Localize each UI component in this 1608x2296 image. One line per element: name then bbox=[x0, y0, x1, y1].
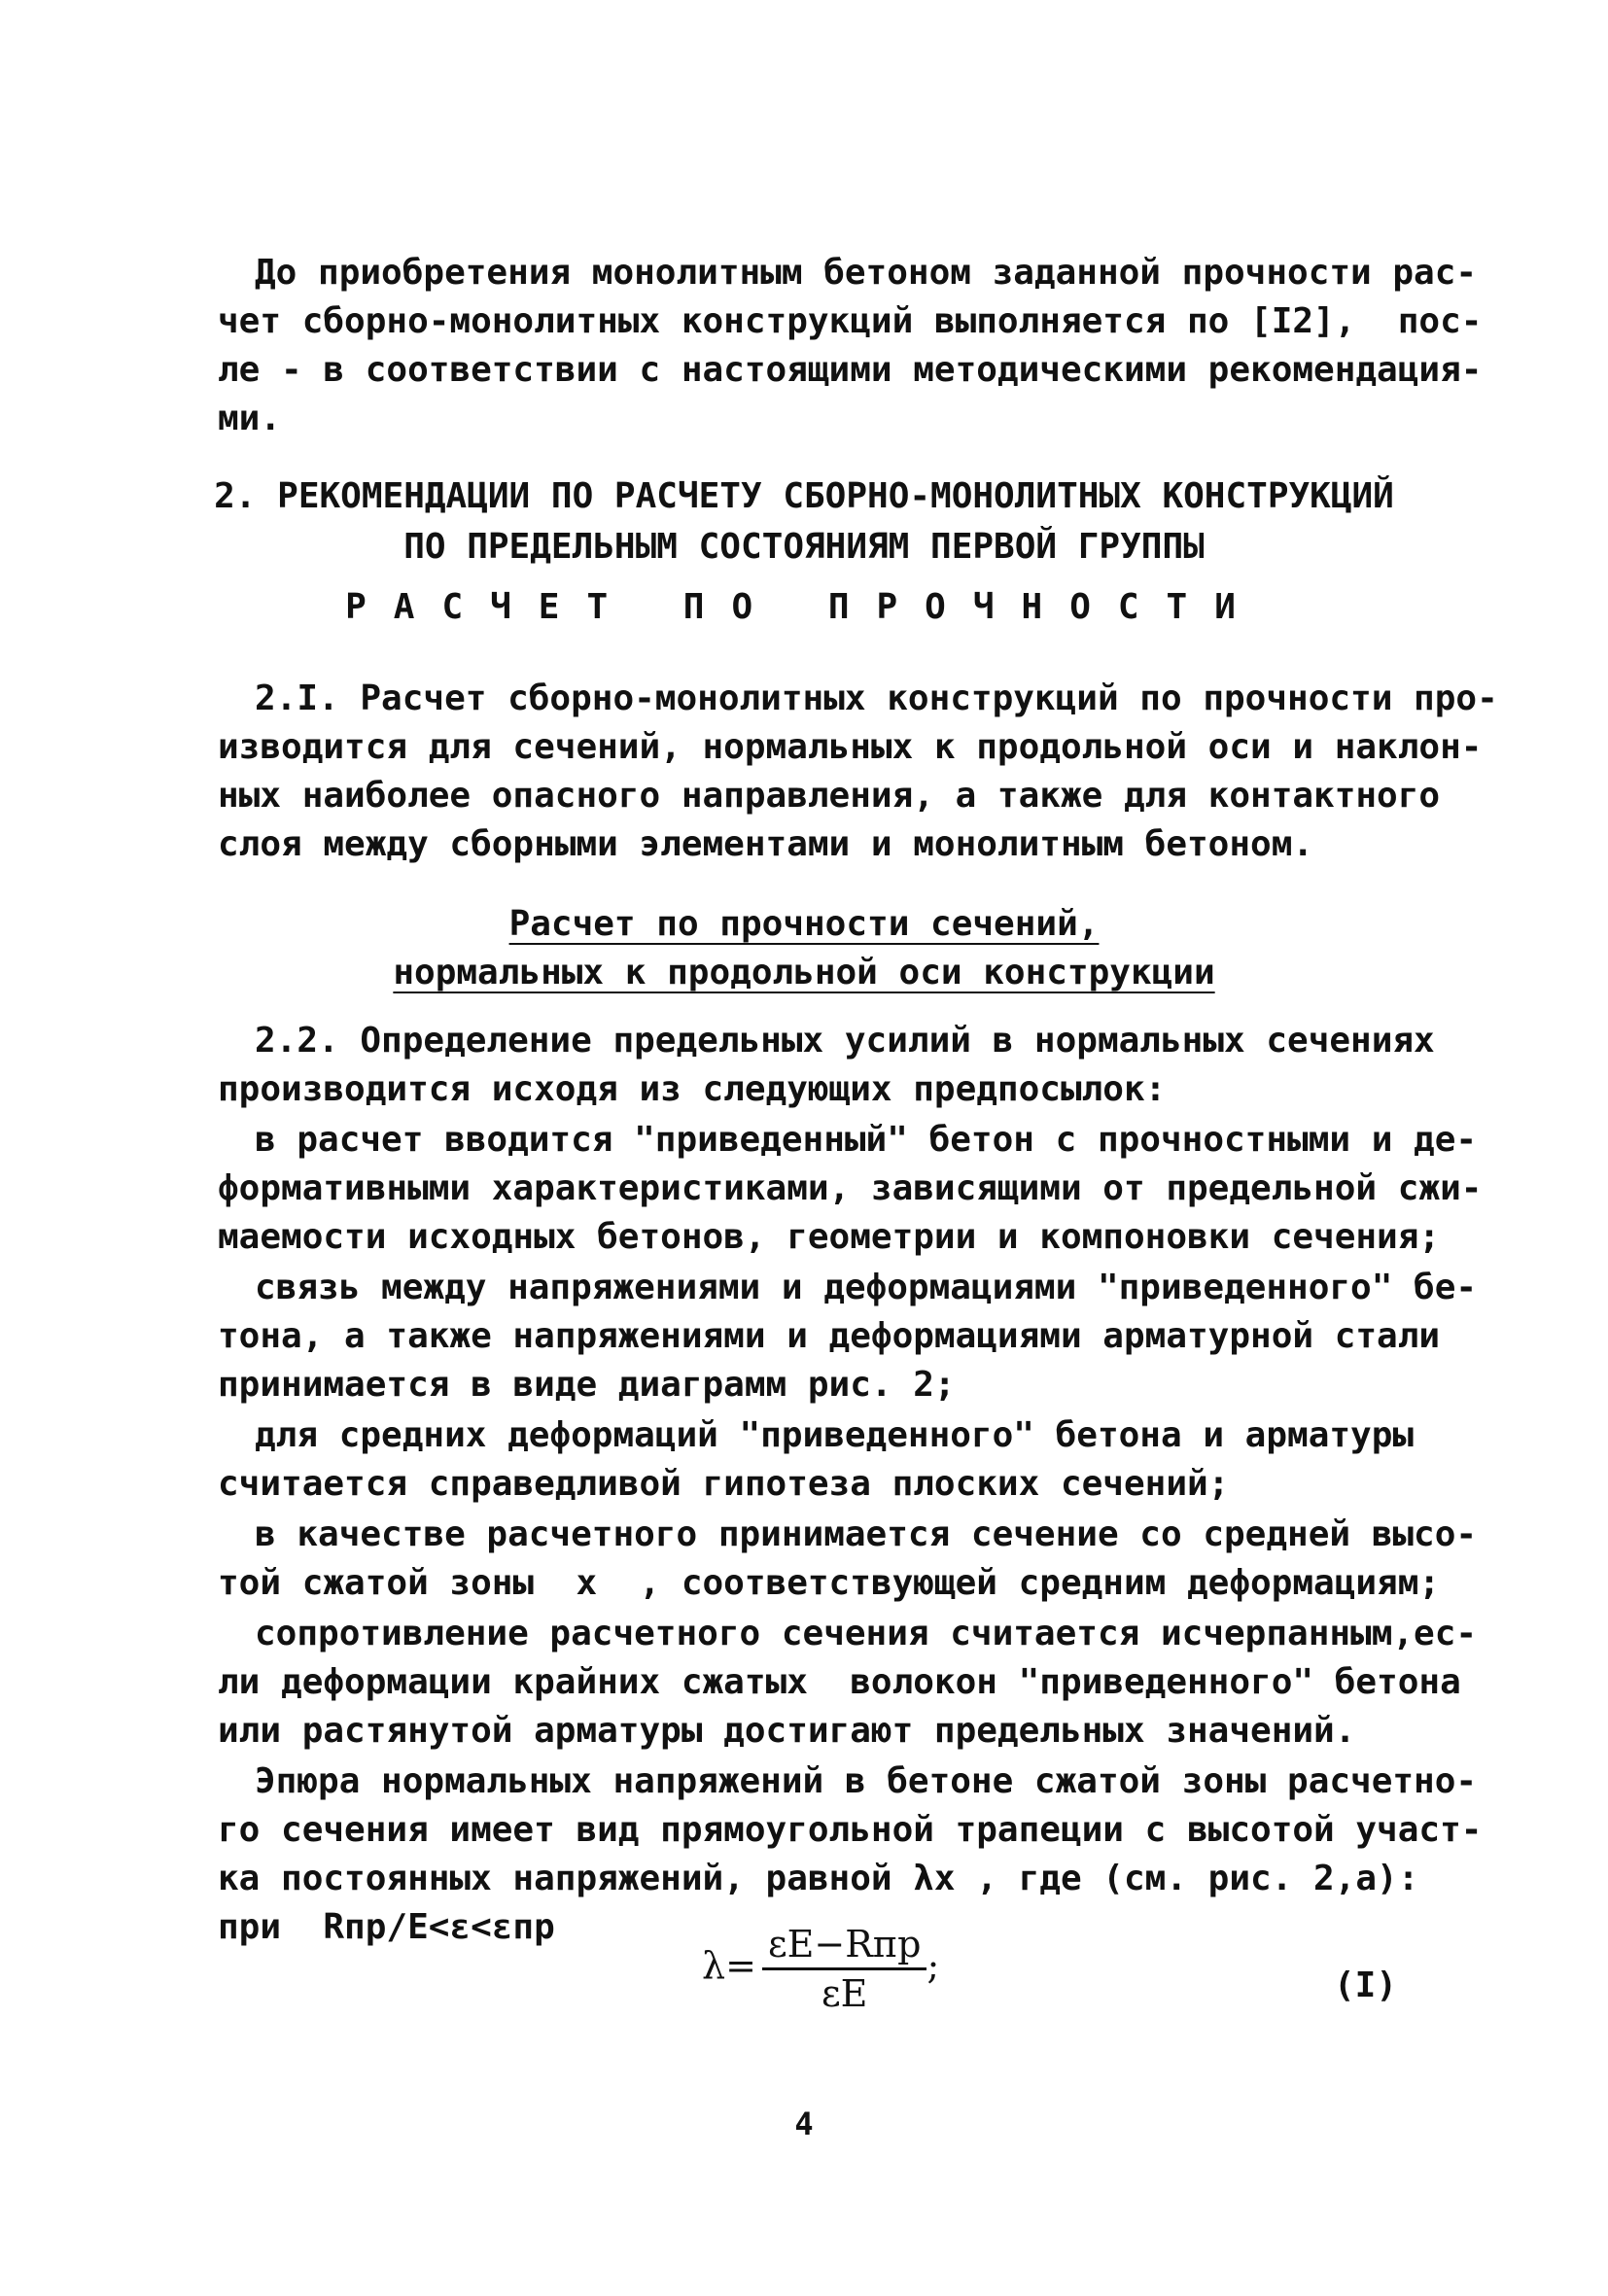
p21-line: изводится для сечений, нормальных к продольной оси и наклон- bbox=[218, 727, 1483, 767]
p22-line: ли деформации крайних сжатых волокон "приведенного" бетона bbox=[218, 1662, 1461, 1702]
formula-numerator: εЕ−Rпр bbox=[762, 1923, 927, 1970]
formula-lhs: λ= bbox=[702, 1944, 756, 1987]
equation-number: (I) bbox=[1334, 1966, 1398, 2005]
p22-line: в качестве расчетного принимается сечение со средней высо- bbox=[255, 1514, 1478, 1554]
intro-line: чет сборно-монолитных конструкций выполняется по [I2], пос- bbox=[218, 301, 1483, 341]
p22-line: маемости исходных бетонов, геометрии и компоновки сечения; bbox=[218, 1217, 1441, 1257]
p22-line: принимается в виде диаграмм рис. 2; bbox=[218, 1365, 956, 1405]
intro-line: До приобретения монолитным бетоном заданной прочности рас- bbox=[255, 253, 1478, 293]
section-title-line: 2. РЕКОМЕНДАЦИИ ПО РАСЧЕТУ СБОРНО-МОНОЛИТНЫХ КОНСТРУКЦИЙ bbox=[214, 476, 1394, 516]
p21-line: 2.I. Расчет сборно-монолитных конструкций по прочности про- bbox=[255, 678, 1498, 718]
p22-line: ка постоянных напряжений, равной λx , где (см. рис. 2,а): bbox=[218, 1859, 1419, 1898]
intro-line: ми. bbox=[218, 399, 282, 438]
intro-line: ле - в соответствии с настоящими методическими рекомендация- bbox=[218, 350, 1483, 390]
p22-line: тона, а также напряжениями и деформациями арматурной стали bbox=[218, 1316, 1441, 1356]
p22-line: считается справедливой гипотеза плоских сечений; bbox=[218, 1464, 1230, 1504]
p22-line: производится исходя из следующих предпосылок: bbox=[218, 1069, 1167, 1109]
p22-line: той сжатой зоны x , соответствующей средним деформациям; bbox=[218, 1563, 1441, 1603]
formula-tail: ; bbox=[926, 1944, 940, 1987]
p22-line: Эпюра нормальных напряжений в бетоне сжатой зоны расчетно- bbox=[255, 1761, 1478, 1801]
p22-line: 2.2. Определение предельных усилий в нормальных сечениях bbox=[255, 1021, 1435, 1061]
p22-line: формативными характеристиками, зависящими от предельной сжи- bbox=[218, 1168, 1483, 1208]
section-subtitle: РАСЧЕТ ПО ПРОЧНОСТИ bbox=[345, 587, 1263, 627]
p22-line: сопротивление расчетного сечения считается исчерпанным,ес- bbox=[255, 1614, 1478, 1653]
formula-fraction bbox=[762, 1923, 927, 2015]
subsection-heading-line: нормальных к продольной оси конструкции bbox=[393, 953, 1215, 992]
p22-line: в расчет вводится "приведенный" бетон с прочностными и де- bbox=[255, 1120, 1478, 1160]
p22-line: для средних деформаций "приведенного" бетона и арматуры bbox=[255, 1415, 1415, 1455]
formula-denominator: εЕ bbox=[821, 1972, 868, 2015]
p22-line: или растянутой арматуры достигают предельных значений. bbox=[218, 1711, 1356, 1751]
p22-line: связь между напряжениями и деформациями "приведенного" бе- bbox=[255, 1268, 1478, 1307]
formula-1 bbox=[702, 1923, 939, 2015]
subsection-heading-line: Расчет по прочности сечений, bbox=[508, 904, 1100, 944]
p21-line: ных наиболее опасного направления, а также для контактного bbox=[218, 776, 1441, 816]
p21-line: слоя между сборными элементами и монолитным бетоном. bbox=[218, 824, 1314, 864]
page-number: 4 bbox=[794, 2105, 814, 2142]
p22-line: го сечения имеет вид прямоугольной трапеции с высотой участ- bbox=[218, 1810, 1483, 1850]
section-title-line: ПО ПРЕДЕЛЬНЫМ СОСТОЯНИЯМ ПЕРВОЙ ГРУППЫ bbox=[403, 527, 1205, 567]
condition-line: при Rпр/Е<ε<εпр bbox=[218, 1907, 555, 1947]
